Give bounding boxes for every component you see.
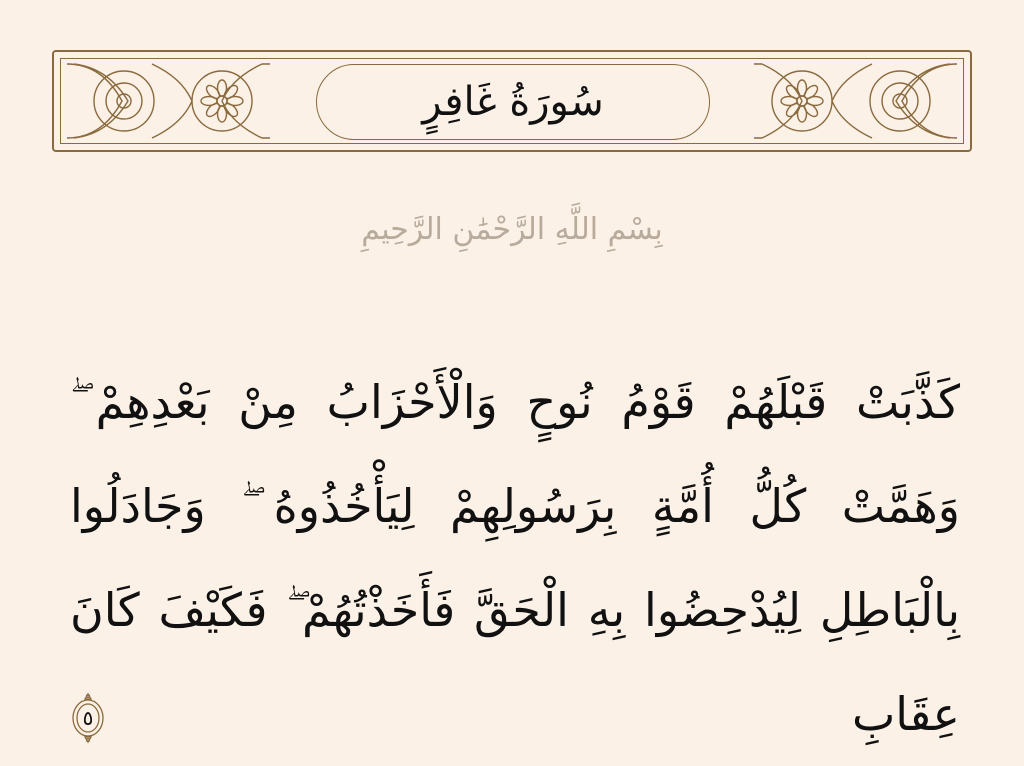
left-rosette-ornament-icon xyxy=(62,58,272,144)
basmala: بِسْمِ اللَّهِ الرَّحْمَٰنِ الرَّحِيمِ xyxy=(361,212,663,247)
verse-body: كَذَّبَتْ قَبْلَهُمْ قَوْمُ نُوحٍ وَالْأَحْزَابُ مِنْ بَعْدِهِمْ ۖ وَهَمَّتْ كُلُّ أُمَّةٍ بِرَسُولِهِمْ لِيَأْخُذُوهُ ۖ وَجَادَلُوا بِالْبَاطِلِ لِيُدْحِضُوا بِهِ الْحَقَّ فَأَخَذْتُهُمْ ۖ فَكَيْفَ كَانَ عِقَابِ xyxy=(70,375,960,741)
ayah-end-marker-icon xyxy=(70,692,106,744)
right-rosette-ornament-icon xyxy=(752,58,962,144)
surah-header-frame xyxy=(52,50,972,152)
surah-title-cartouche xyxy=(316,64,710,140)
surah-title: سُورَةُ غَافِرٍ xyxy=(422,79,604,125)
verse-text xyxy=(70,350,960,766)
ayah-number: ٥ xyxy=(82,705,94,730)
